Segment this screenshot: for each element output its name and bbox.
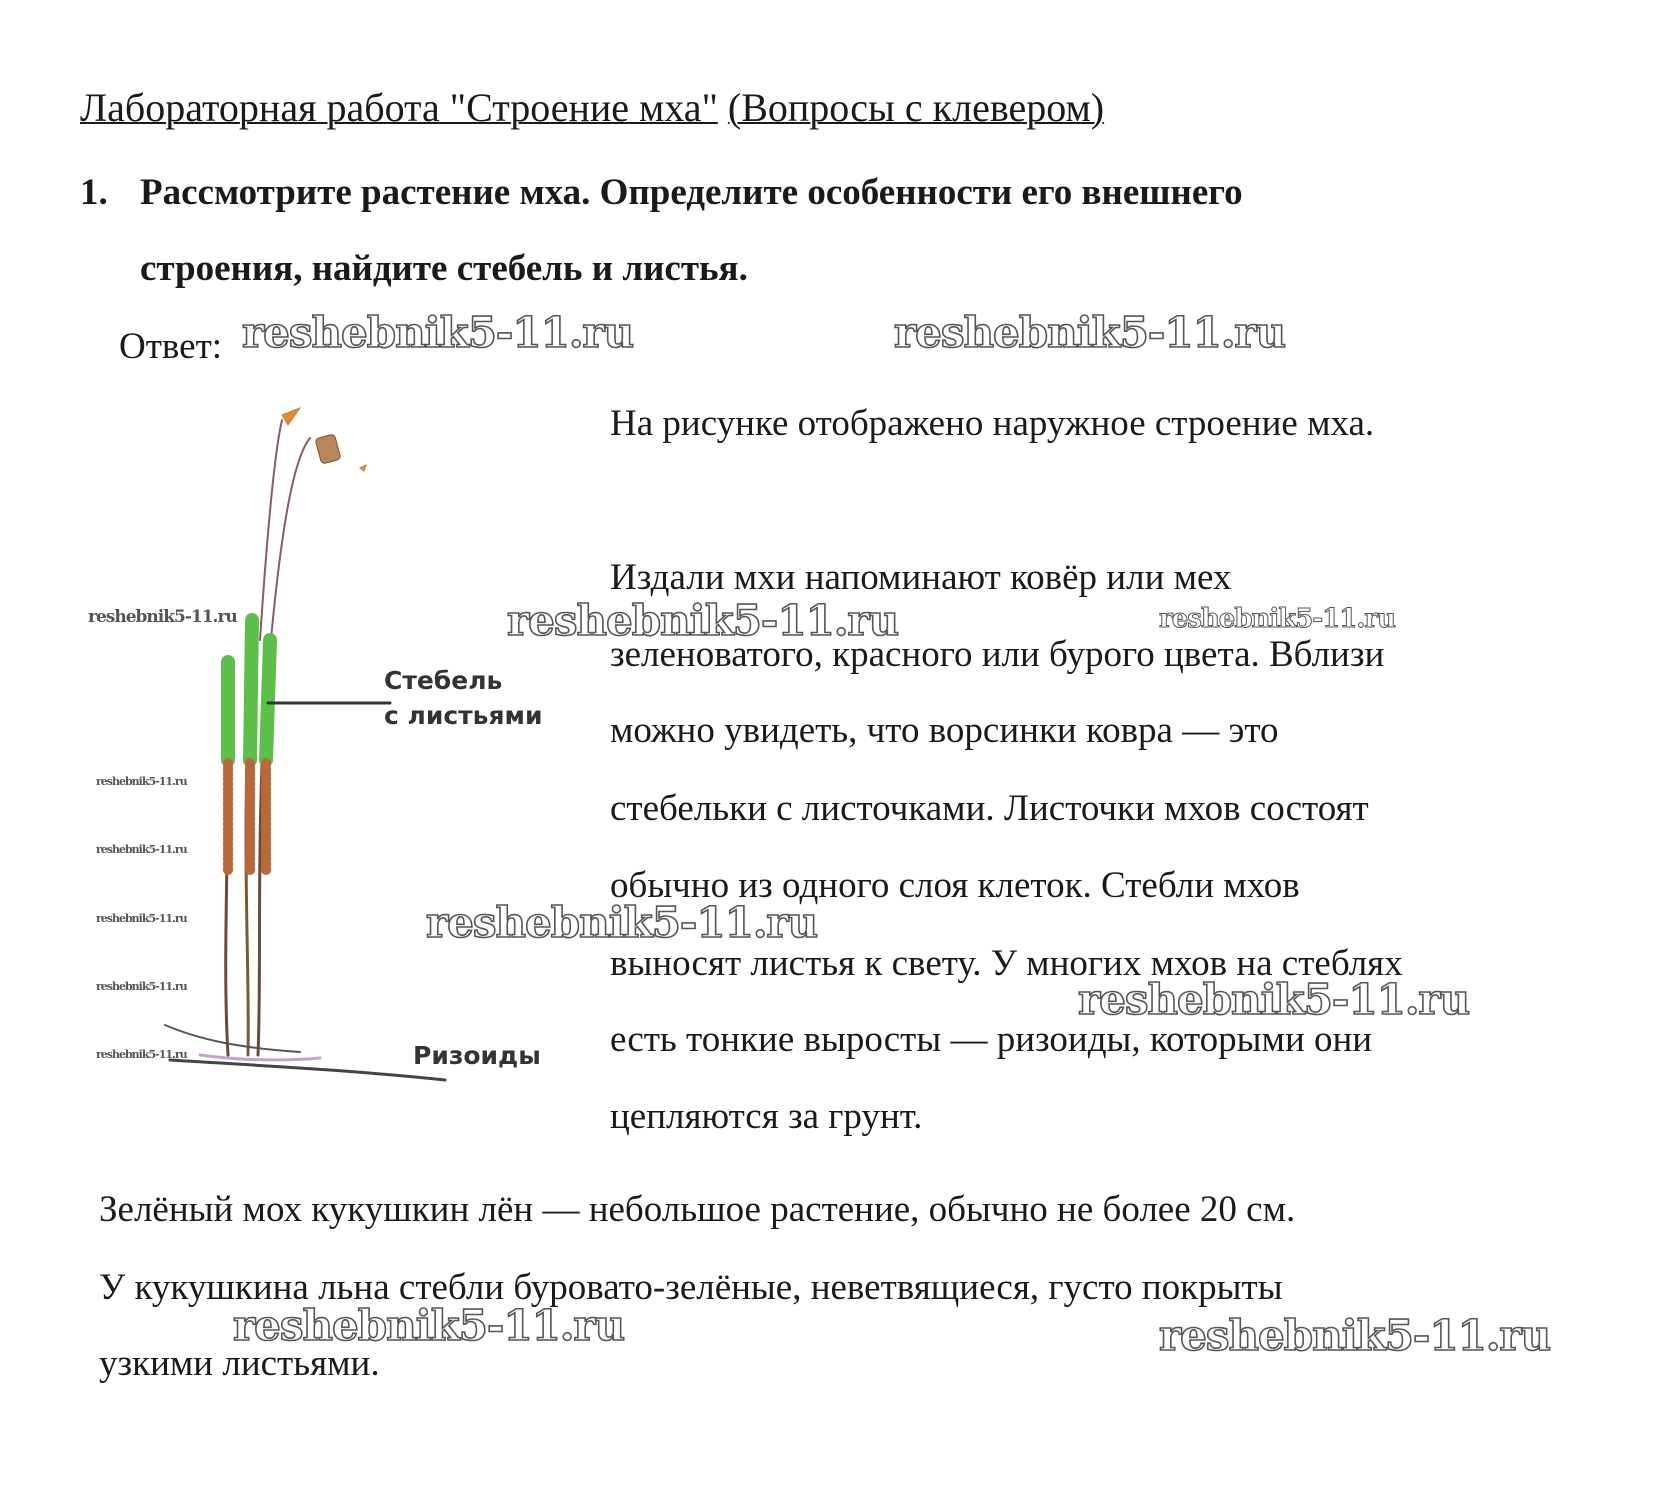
bottom-line: Зелёный мох кукушкин лён — небольшое растение, обычно не более 20 см. <box>99 1189 1296 1230</box>
watermark: reshebnik5-11.ru <box>1078 975 1470 1024</box>
paragraph-line: можно увидеть, что ворсинки ковра — это <box>610 710 1279 751</box>
watermark: reshebnik5-11.ru <box>894 308 1286 357</box>
paragraph-line: зеленоватого, красного или бурого цвета. Вблизи <box>610 634 1385 675</box>
watermark: reshebnik5-11.ru <box>242 308 634 357</box>
label-rhizoids: Ризоиды <box>413 1041 541 1070</box>
paragraph-line: обычно из одного слоя клеток. Стебли мхов <box>610 865 1300 906</box>
watermark: reshebnik5-11.ru <box>96 1048 187 1061</box>
question-line-2: строения, найдите стебель и листья. <box>140 248 748 289</box>
label-leaves: с листьями <box>384 701 543 730</box>
watermark: reshebnik5-11.ru <box>96 843 187 856</box>
paragraph-line: есть тонкие выросты — ризоиды, которыми они <box>610 1019 1373 1060</box>
watermark: reshebnik5-11.ru <box>233 1301 625 1350</box>
watermark: reshebnik5-11.ru <box>507 596 899 645</box>
label-stem: Стебель <box>384 666 503 695</box>
watermark: reshebnik5-11.ru <box>96 775 187 788</box>
watermark: reshebnik5-11.ru <box>96 912 187 925</box>
watermark: reshebnik5-11.ru <box>1159 604 1396 634</box>
watermark: reshebnik5-11.ru <box>426 898 818 947</box>
question-text: Рассмотрите растение мха. Определите особенности его внешнего <box>140 172 1243 213</box>
paragraph-line: Издали мхи напоминают ковёр или мех <box>610 557 1232 598</box>
question-number: 1. <box>80 172 108 213</box>
watermark: reshebnik5-11.ru <box>1159 1311 1551 1360</box>
paragraph-line: выносят листья к свету. У многих мхов на стеблях <box>610 943 1403 984</box>
title-main: Лабораторная работа "Строение мха" <box>80 85 718 130</box>
watermark: reshebnik5-11.ru <box>96 980 187 993</box>
bottom-line: узкими листьями. <box>99 1343 380 1384</box>
watermark: reshebnik5-11.ru <box>88 607 237 627</box>
answer-label: Ответ: <box>119 326 223 367</box>
paragraph-line: На рисунке отображено наружное строение мха. <box>610 403 1375 444</box>
paragraph-line: стебельки с листочками. Листочки мхов состоят <box>610 788 1369 829</box>
title-sub: (Вопросы с клевером) <box>727 85 1105 130</box>
bottom-line: У кукушкина льна стебли буровато-зелёные, неветвящиеся, густо покрыты <box>99 1267 1283 1308</box>
paragraph-line: цепляются за грунт. <box>610 1096 923 1137</box>
